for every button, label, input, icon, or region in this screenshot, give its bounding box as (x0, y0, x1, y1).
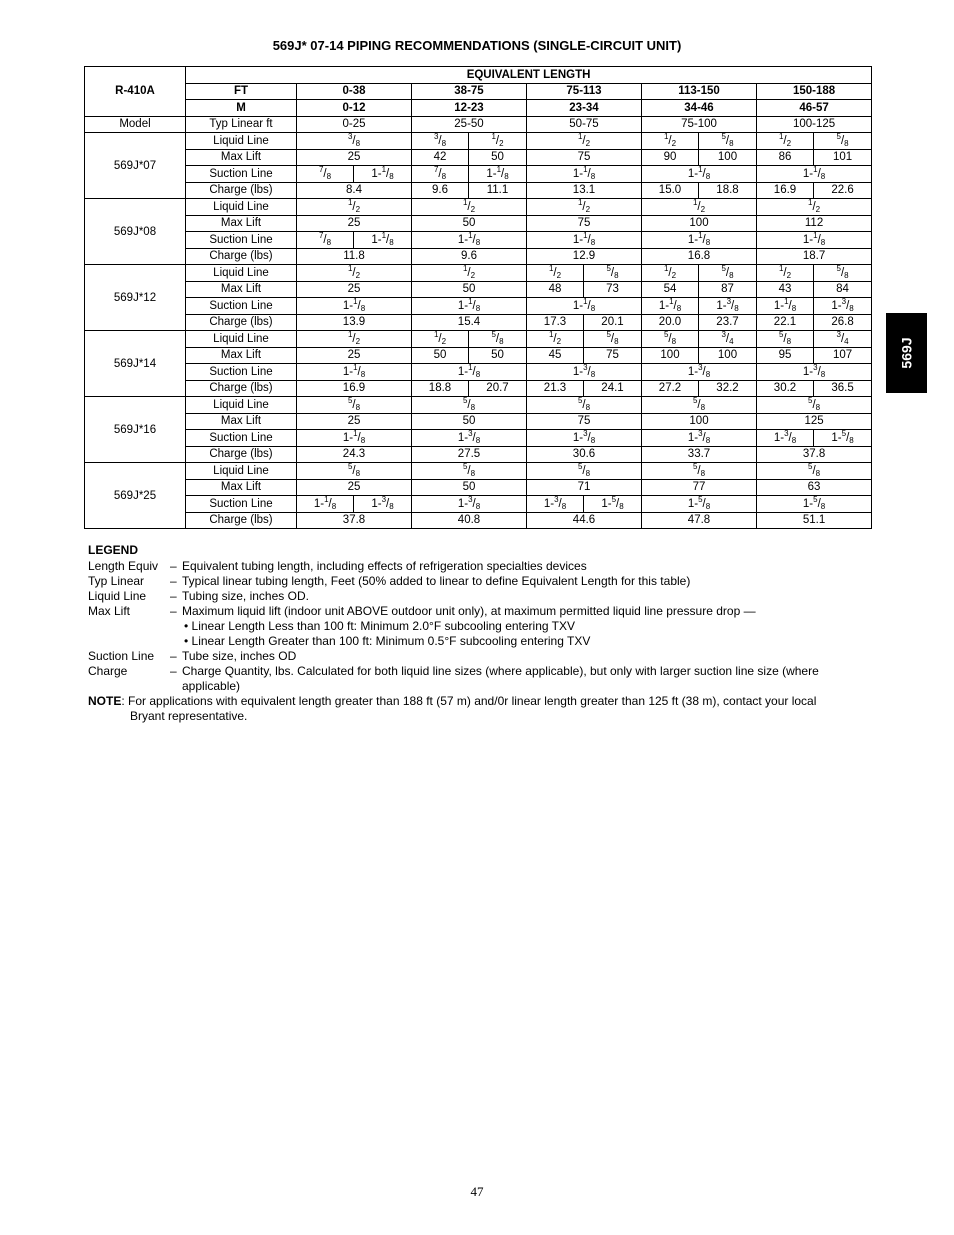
table-row (85, 430, 872, 447)
ft-range: 150-188 (757, 83, 872, 100)
table-cell: $1-^3/_8$ (642, 430, 757, 447)
table-cell: $1-^1/_8$ (412, 232, 527, 249)
row-label: Liquid Line (186, 463, 297, 480)
table-cell: 37.8 (757, 446, 872, 463)
table-cell: 63 (757, 479, 872, 496)
table-cell: 86 (757, 149, 814, 166)
table-row (85, 232, 872, 249)
model-name: 569J*12 (85, 265, 186, 331)
table-cell: $^7/_8$ (297, 232, 354, 249)
table-cell: $^1/_2$ (642, 133, 699, 150)
table-cell: $^1/_2$ (527, 265, 584, 282)
legend-item (88, 589, 868, 604)
legend-definition: Equivalent tubing length, including effects of refrigeration specialties devices (182, 559, 587, 573)
table-cell: 25 (297, 479, 412, 496)
row-label: Max Lift (186, 215, 297, 232)
table-cell: $1-^1/_8$ (642, 298, 699, 315)
row-label: Suction Line (186, 166, 297, 183)
table-row (85, 331, 872, 348)
legend-item (88, 604, 868, 619)
legend-term: Liquid Line (88, 589, 147, 603)
legend-dash: – (170, 589, 177, 603)
table-cell: $^1/_2$ (642, 199, 757, 216)
model-name: 569J*07 (85, 133, 186, 199)
table-cell: $^7/_8$ (297, 166, 354, 183)
table-cell: $1-^1/_8$ (757, 166, 872, 183)
table-cell: 21.3 (527, 380, 584, 397)
row-label: Suction Line (186, 364, 297, 381)
table-cell: $^1/_2$ (297, 265, 412, 282)
table-cell: 77 (642, 479, 757, 496)
table-cell: 100 (642, 347, 699, 364)
row-label: Max Lift (186, 347, 297, 364)
table-cell: 75 (584, 347, 642, 364)
table-cell: 50 (412, 479, 527, 496)
table-cell: $^5/_8$ (469, 331, 527, 348)
table-row (85, 298, 872, 315)
table-cell: $1-^5/_8$ (584, 496, 642, 513)
ft-range: 38-75 (412, 83, 527, 100)
note-label: NOTE (88, 694, 122, 708)
table-cell: $^5/_8$ (757, 331, 814, 348)
table-row (85, 149, 872, 166)
table-row (85, 166, 872, 183)
table-cell: 13.9 (297, 314, 412, 331)
table-cell: 27.5 (412, 446, 527, 463)
table-cell: $^1/_2$ (642, 265, 699, 282)
table-cell: 23.7 (699, 314, 757, 331)
table-cell: $^1/_2$ (469, 133, 527, 150)
row-label: Charge (lbs) (186, 314, 297, 331)
legend-definition: Tubing size, inches OD. (182, 589, 309, 603)
table-cell: $^1/_2$ (757, 265, 814, 282)
table-cell: $1-^3/_8$ (757, 430, 814, 447)
legend-item (88, 574, 868, 589)
table-cell: 54 (642, 281, 699, 298)
legend-heading: LEGEND (88, 543, 139, 557)
table-cell: 18.8 (412, 380, 469, 397)
table-cell: 50 (412, 413, 527, 430)
legend-dash: – (170, 664, 177, 678)
table-cell: 36.5 (814, 380, 872, 397)
ft-row (85, 83, 872, 100)
table-cell: $1-^1/_8$ (527, 298, 642, 315)
row-label: Liquid Line (186, 265, 297, 282)
table-cell: 25 (297, 413, 412, 430)
table-cell: 22.1 (757, 314, 814, 331)
table-cell: $^5/_8$ (642, 463, 757, 480)
legend-bullet (88, 619, 868, 634)
table-cell: $1-^1/_8$ (297, 430, 412, 447)
table-cell: 100 (699, 149, 757, 166)
row-label: Liquid Line (186, 199, 297, 216)
legend-definition: Typical linear tubing length, Feet (50% added to linear to define Equivalent Length for this table) (182, 574, 691, 588)
table-cell: 8.4 (297, 182, 412, 199)
table-cell: $1-^1/_8$ (527, 232, 642, 249)
table-cell: 112 (757, 215, 872, 232)
table-cell: $1-^3/_8$ (412, 430, 527, 447)
row-label: Charge (lbs) (186, 446, 297, 463)
legend-definition: Maximum liquid lift (indoor unit ABOVE outdoor unit only), at maximum permitted liquid line pressure drop — (182, 604, 756, 618)
table-cell: 30.6 (527, 446, 642, 463)
table-row (85, 479, 872, 496)
table-cell: 11.8 (297, 248, 412, 265)
table-row (85, 182, 872, 199)
table-cell: $1-^5/_8$ (757, 496, 872, 513)
table-cell: 27.2 (642, 380, 699, 397)
table-cell: 13.1 (527, 182, 642, 199)
table-cell: 24.1 (584, 380, 642, 397)
table-row (85, 397, 872, 414)
table-cell: 16.9 (757, 182, 814, 199)
m-range: 0-12 (297, 100, 412, 117)
m-range: 46-57 (757, 100, 872, 117)
table-cell: $^1/_2$ (527, 199, 642, 216)
row-label: Charge (lbs) (186, 512, 297, 529)
note-text-cont: Bryant representative. (130, 709, 248, 723)
table-cell: 45 (527, 347, 584, 364)
row-label: Liquid Line (186, 331, 297, 348)
table-cell: 20.7 (469, 380, 527, 397)
table-cell: 50 (469, 347, 527, 364)
table-cell: 25 (297, 149, 412, 166)
table-cell: $^1/_2$ (757, 199, 872, 216)
table-cell: 16.9 (297, 380, 412, 397)
table-cell: 84 (814, 281, 872, 298)
legend-bullet-value: Linear Length Greater than 100 ft: Minimum 0.5°F subcooling entering TXV (191, 634, 591, 648)
table-cell: $^1/_2$ (297, 331, 412, 348)
table-cell: 26.8 (814, 314, 872, 331)
typ-linear-range: 75-100 (642, 116, 757, 133)
table-cell: 100 (642, 215, 757, 232)
legend-item (88, 649, 868, 664)
table-cell: 30.2 (757, 380, 814, 397)
table-row (85, 512, 872, 529)
table-cell: $^3/_4$ (699, 331, 757, 348)
table-cell: 100 (699, 347, 757, 364)
table-cell: $1-^3/_8$ (757, 364, 872, 381)
legend-term: Charge (88, 664, 128, 678)
table-cell: 24.3 (297, 446, 412, 463)
note (88, 694, 868, 724)
table-cell: $^5/_8$ (757, 397, 872, 414)
typ-linear-range: 50-75 (527, 116, 642, 133)
table-row (85, 364, 872, 381)
legend-definition: Tube size, inches OD (182, 649, 297, 663)
table-cell: 42 (412, 149, 469, 166)
table-cell: $^7/_8$ (412, 166, 469, 183)
table-cell: $1-^3/_8$ (527, 430, 642, 447)
note-text: : For applications with equivalent length greater than 188 ft (57 m) and/0r linear length greater than 125 ft (38 m), contact your local (121, 694, 817, 708)
row-label: Max Lift (186, 149, 297, 166)
model-name: 569J*08 (85, 199, 186, 265)
table-cell: $^5/_8$ (412, 463, 527, 480)
m-label: M (186, 100, 297, 117)
table-row (85, 496, 872, 513)
legend (88, 543, 868, 724)
table-cell: 32.2 (699, 380, 757, 397)
table-row (85, 265, 872, 282)
table-cell: $1-^3/_8$ (699, 298, 757, 315)
table-cell: $1-^3/_8$ (527, 496, 584, 513)
table-row (85, 314, 872, 331)
row-label: Liquid Line (186, 397, 297, 414)
table-cell: 44.6 (527, 512, 642, 529)
table-cell: $1-^1/_8$ (354, 166, 412, 183)
table-cell: $^5/_8$ (527, 397, 642, 414)
table-cell: $1-^1/_8$ (297, 298, 412, 315)
ft-range: 0-38 (297, 83, 412, 100)
table-cell: $^1/_2$ (412, 199, 527, 216)
table-cell: 12.9 (527, 248, 642, 265)
row-label: Suction Line (186, 232, 297, 249)
typ-linear-range: 100-125 (757, 116, 872, 133)
table-cell: $^1/_2$ (527, 133, 642, 150)
m-range: 34-46 (642, 100, 757, 117)
legend-bullet-text: • Linear Length Greater than 100 ft: Minimum 0.5°F subcooling entering TXV (184, 634, 591, 648)
row-label: Suction Line (186, 496, 297, 513)
row-label: Liquid Line (186, 133, 297, 150)
table-cell: 25 (297, 281, 412, 298)
table-cell: 11.1 (469, 182, 527, 199)
row-label: Charge (lbs) (186, 182, 297, 199)
table-cell: 18.8 (699, 182, 757, 199)
table-row (85, 281, 872, 298)
table-cell: $^1/_2$ (527, 331, 584, 348)
table-cell: 16.8 (642, 248, 757, 265)
table-cell: $1-^3/_8$ (814, 298, 872, 315)
table-cell: $^5/_8$ (699, 265, 757, 282)
table-cell: $1-^1/_8$ (642, 166, 757, 183)
table-cell: $^1/_2$ (412, 265, 527, 282)
table-cell: $1-^1/_8$ (527, 166, 642, 183)
table-cell: $1-^1/_8$ (642, 232, 757, 249)
table-row (85, 215, 872, 232)
legend-item (88, 664, 868, 694)
table-cell: 100 (642, 413, 757, 430)
table-cell: 73 (584, 281, 642, 298)
table-cell: 75 (527, 215, 642, 232)
table-cell: 125 (757, 413, 872, 430)
table-cell: $^5/_8$ (699, 133, 757, 150)
table-cell: $1-^1/_8$ (354, 232, 412, 249)
table-cell: 50 (412, 281, 527, 298)
table-row (85, 446, 872, 463)
table-cell: $1-^3/_8$ (354, 496, 412, 513)
m-range: 23-34 (527, 100, 642, 117)
page-number: 47 (470, 1184, 484, 1199)
table-cell: $^5/_8$ (584, 265, 642, 282)
table-cell: $1-^1/_8$ (469, 166, 527, 183)
row-label: Charge (lbs) (186, 248, 297, 265)
table-cell: $1-^3/_8$ (412, 496, 527, 513)
row-label: Max Lift (186, 281, 297, 298)
ft-range: 113-150 (642, 83, 757, 100)
table-cell: $^1/_2$ (757, 133, 814, 150)
table-cell: $1-^1/_8$ (757, 232, 872, 249)
typ-linear-range: 0-25 (297, 116, 412, 133)
ft-range: 75-113 (527, 83, 642, 100)
table-cell: $^5/_8$ (297, 397, 412, 414)
table-cell: 37.8 (297, 512, 412, 529)
table-cell: 87 (699, 281, 757, 298)
piping-table (84, 66, 872, 529)
row-label: Max Lift (186, 413, 297, 430)
table-cell: 43 (757, 281, 814, 298)
row-label: Max Lift (186, 479, 297, 496)
model-name: 569J*25 (85, 463, 186, 529)
legend-dash: – (170, 574, 177, 588)
table-cell: 50 (469, 149, 527, 166)
table-cell: 25 (297, 347, 412, 364)
table-cell: $^3/_8$ (297, 133, 412, 150)
table-cell: 101 (814, 149, 872, 166)
table-cell: 90 (642, 149, 699, 166)
typ-linear-label: Typ Linear ft (186, 116, 297, 133)
model-header: Model (85, 116, 186, 133)
legend-dash: – (170, 649, 177, 663)
row-label: Charge (lbs) (186, 380, 297, 397)
table-cell: $^5/_8$ (814, 265, 872, 282)
table-cell: 40.8 (412, 512, 527, 529)
table-cell: 22.6 (814, 182, 872, 199)
page-title: 569J* 07-14 PIPING RECOMMENDATIONS (SINGLE-CIRCUIT UNIT) (272, 38, 682, 53)
typ-linear-range: 25-50 (412, 116, 527, 133)
table-cell: $^5/_8$ (297, 463, 412, 480)
table-cell: 20.0 (642, 314, 699, 331)
table-cell: 33.7 (642, 446, 757, 463)
model-name: 569J*14 (85, 331, 186, 397)
table-row (85, 463, 872, 480)
table-cell: $^5/_8$ (584, 331, 642, 348)
ft-label: FT (186, 83, 297, 100)
section-tab (886, 313, 927, 393)
legend-term: Typ Linear (88, 574, 145, 588)
table-cell: $1-^1/_8$ (412, 364, 527, 381)
table-row (85, 248, 872, 265)
table-cell: 20.1 (584, 314, 642, 331)
table-cell: 51.1 (757, 512, 872, 529)
table-cell: 48 (527, 281, 584, 298)
header-row (85, 67, 872, 84)
refrigerant-label: R-410A (85, 67, 186, 117)
table-row (85, 380, 872, 397)
table-cell: $^1/_2$ (297, 199, 412, 216)
table-cell: 9.6 (412, 248, 527, 265)
typ-linear-row (85, 116, 872, 133)
table-cell: 15.4 (412, 314, 527, 331)
table-cell: 9.6 (412, 182, 469, 199)
legend-dash: – (170, 559, 177, 573)
table-cell: $1-^5/_8$ (642, 496, 757, 513)
table-cell: $1-^3/_8$ (527, 364, 642, 381)
table-cell: 50 (412, 347, 469, 364)
table-cell: 18.7 (757, 248, 872, 265)
legend-bullet-value: Linear Length Less than 100 ft: Minimum 2.0°F subcooling entering TXV (191, 619, 576, 633)
equiv-length-header: EQUIVALENT LENGTH (186, 67, 872, 84)
legend-dash: – (170, 604, 177, 618)
table-cell: $^5/_8$ (757, 463, 872, 480)
m-row (85, 100, 872, 117)
table-cell: $1-^1/_8$ (297, 364, 412, 381)
row-label: Suction Line (186, 298, 297, 315)
table-cell: $1-^1/_8$ (412, 298, 527, 315)
model-name: 569J*16 (85, 397, 186, 463)
table-cell: $^5/_8$ (642, 331, 699, 348)
table-cell: $^3/_4$ (814, 331, 872, 348)
table-cell: $^5/_8$ (814, 133, 872, 150)
table-row (85, 413, 872, 430)
table-cell: $^5/_8$ (642, 397, 757, 414)
m-range: 12-23 (412, 100, 527, 117)
legend-term: Length Equiv (88, 559, 159, 573)
row-label: Suction Line (186, 430, 297, 447)
table-row (85, 133, 872, 150)
table-cell: $1-^1/_8$ (297, 496, 354, 513)
table-cell: $^1/_2$ (412, 331, 469, 348)
table-cell: 50 (412, 215, 527, 232)
table-cell: 15.0 (642, 182, 699, 199)
table-row (85, 199, 872, 216)
legend-term: Suction Line (88, 649, 155, 663)
table-cell: $1-^3/_8$ (642, 364, 757, 381)
table-cell: 75 (527, 413, 642, 430)
table-row (85, 347, 872, 364)
table-cell: 107 (814, 347, 872, 364)
section-tab-label: 569J (898, 337, 915, 369)
table-cell: 95 (757, 347, 814, 364)
table-cell: 47.8 (642, 512, 757, 529)
legend-item (88, 559, 868, 574)
legend-bullet (88, 634, 868, 649)
table-cell: $1-^5/_8$ (814, 430, 872, 447)
table-cell: $1-^1/_8$ (757, 298, 814, 315)
table-cell: 71 (527, 479, 642, 496)
table-cell: 25 (297, 215, 412, 232)
legend-bullet-text: • Linear Length Less than 100 ft: Minimum 2.0°F subcooling entering TXV (184, 619, 576, 633)
table-cell: $^3/_8$ (412, 133, 469, 150)
legend-definition: Charge Quantity, lbs. Calculated for both liquid line sizes (where applicable), but only with larger suction line size (where applicable) (182, 664, 819, 693)
table-cell: $^5/_8$ (412, 397, 527, 414)
table-cell: 17.3 (527, 314, 584, 331)
table-cell: $^5/_8$ (527, 463, 642, 480)
table-cell: 75 (527, 149, 642, 166)
legend-term: Max Lift (88, 604, 131, 618)
